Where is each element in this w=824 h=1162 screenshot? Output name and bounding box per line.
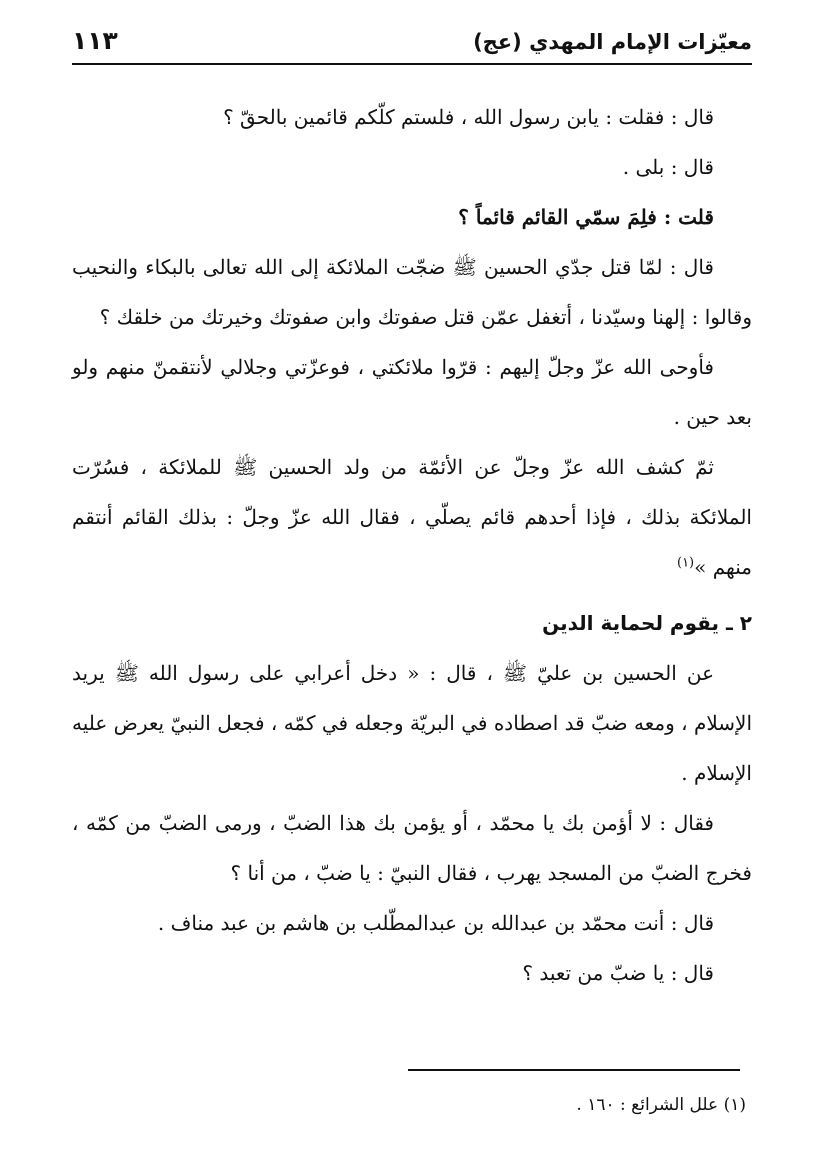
section-heading: ٢ ـ يقوم لحماية الدين [542, 611, 752, 635]
paragraph-5: فأوحى الله عزّ وجلّ إليهم : قرّوا ملائكتي ، فوعزّتي وجلالي لأنتقمنّ منهم ولو بعد حين . [72, 355, 752, 429]
paragraph-8: فقال : لا أؤمن بك يا محمّد ، أو يؤمن بك هذا الضبّ ، ورمى الضبّ من كمّه ، فخرج الضبّ من المسجد يهرب ، فقال النبيّ : يا ضبّ ، من أنا ؟ [72, 811, 752, 885]
paragraph-10: قال : يا ضبّ من تعبد ؟ [522, 961, 714, 985]
body-text [72, 92, 752, 998]
header-divider [72, 63, 752, 65]
footnote-marker: (١) [676, 555, 695, 571]
paragraph-6 [72, 442, 752, 592]
page-header [72, 22, 752, 64]
paragraph-9: قال : أنت محمّد بن عبدالله بن عبدالمطّلب بن هاشم بن عبد مناف . [157, 911, 714, 935]
page-number: ١١٣ [72, 26, 118, 55]
running-title: معيّزات الإمام المهدي (عج) [473, 30, 752, 54]
footnote-divider [408, 1069, 740, 1071]
paragraph-4: قال : لمّا قتل جدّي الحسين ﷺ ضجّت الملائكة إلى الله تعالى بالبكاء والنحيب وقالوا : إلهنا وسيّدنا ، أتغفل عمّن قتل صفوتك وابن صفوتك وخيرتك من خلقك ؟ [72, 255, 752, 329]
paragraph-6-text: ثمّ كشف الله عزّ وجلّ عن الأئمّة من ولد الحسين ﷺ للملائكة ، فسُرّت الملائكة بذلك ، فإذا أحدهم قائم يصلّي ، فقال الله عزّ وجلّ : بذلك القائم أنتقم منهم » [72, 455, 752, 579]
paragraph-3: قلت : فلِمَ سمّي القائم قائماً ؟ [458, 205, 714, 229]
footnote: (١) علل الشرائع : ١٦٠ . [576, 1095, 746, 1115]
paragraph-1: قال : فقلت : يابن رسول الله ، فلستم كلّكم قائمين بالحقّ ؟ [223, 105, 714, 129]
paragraph-2: قال : بلى . [622, 155, 714, 179]
paragraph-7: عن الحسين بن عليّ ﷺ ، قال : « دخل أعرابي على رسول الله ﷺ يريد الإسلام ، ومعه ضبّ قد اصطاده في البريّة وجعله في كمّه ، فجعل النبيّ يعرض عليه الإسلام . [72, 661, 752, 785]
